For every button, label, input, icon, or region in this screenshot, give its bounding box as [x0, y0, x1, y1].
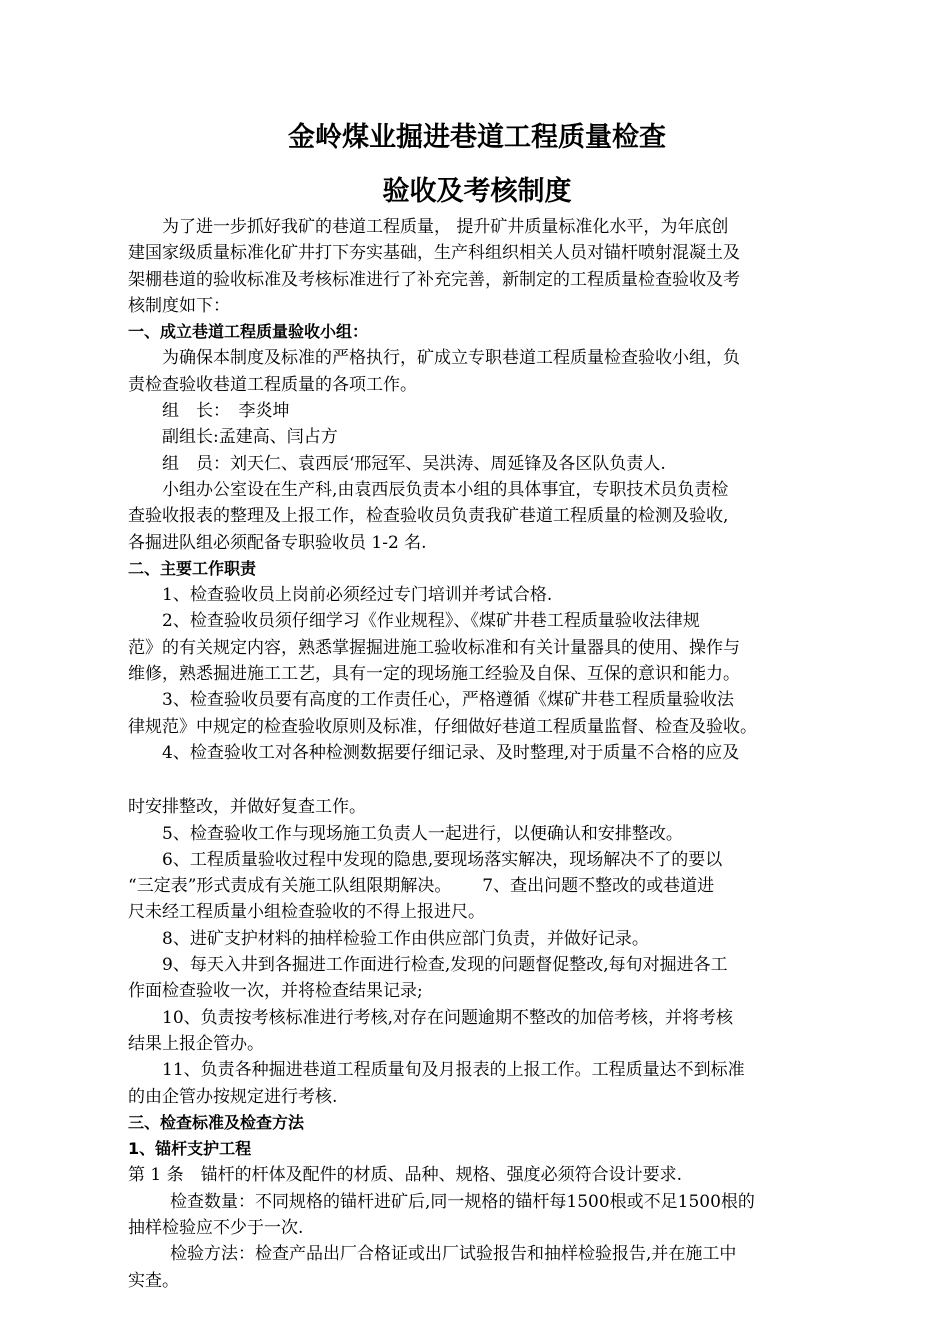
document-subtitle: 验收及考核制度: [382, 176, 572, 207]
duty-item-10-line: 结果上报企管办。: [128, 1033, 264, 1054]
blank-gap: [128, 766, 826, 794]
inspection-quantity: 检查数量：不同规格的锚杆进矿后,同一规格的锚杆每1500根或不足1500根的: [170, 1191, 755, 1212]
article-1: 第 1 条 锚杆的杆体及配件的材质、品种、规格、强度必须符合设计要求.: [128, 1165, 683, 1186]
duty-item-4: 4、检查验收工对各种检测数据要仔细记录、及时整理,对于质量不合格的应及: [162, 742, 740, 763]
office-line: 小组办公室设在生产科,由袁西辰负责本小组的具体事宜，专职技术员负责检: [162, 479, 729, 500]
duty-item-11-line: 的由企管办按规定进行考核.: [128, 1086, 338, 1107]
subsection-heading: 1、锚杆支护工程: [128, 1139, 252, 1159]
group-leader: 组 长： 李炎坤: [162, 401, 290, 422]
duty-item-2-line: 维修，熟悉掘进施工工艺，具有一定的现场施工经验及自保、互保的意识和能力。: [128, 664, 740, 685]
duty-item-1: 1、检查验收员上岗前必须经过专门培训并考试合格.: [162, 585, 553, 606]
duty-item-3: 3、检查验收员要有高度的工作责任心，严格遵循《煤矿井巷工程质量验收法: [162, 690, 734, 711]
duty-item-6: 6、工程质量验收过程中发现的隐患,要现场落实解决，现场解决不了的要以: [162, 849, 723, 870]
duty-item-9: 9、每天入井到各掘进工作面进行检查,发现的问题督促整改,每旬对掘进各工: [162, 955, 728, 976]
duty-item-6-line: 尺未经工程质量小组检查验收的不得上报进尺。: [128, 902, 485, 923]
duty-item-10: 10、负责按考核标准进行考核,对存在问题逾期不整改的加倍考核，并将考核: [162, 1007, 734, 1028]
duty-item-4-line: 时安排整改，并做好复查工作。: [128, 797, 366, 818]
intro-line: 建国家级质量标准化矿井打下夯实基础，生产科组织相关人员对锚杆喷射混凝土及: [128, 243, 740, 264]
duty-item-5: 5、检查验收工作与现场施工负责人一起进行，以便确认和安排整改。: [162, 823, 683, 844]
duty-item-2: 2、检查验收员须仔细学习《作业规程》、《煤矿井巷工程质量验收法律规: [162, 611, 700, 632]
intro-line: 为了进一步抓好我矿的巷道工程质量， 提升矿井质量标准化水平，为年底创: [162, 217, 729, 237]
intro-line: 架棚巷道的验收标准及考核标准进行了补充完善，新制定的工程质量检查验收及考: [128, 269, 740, 290]
duty-item-6-line: “三定表”形式责成有关施工队组限期解决。 7、查出问题不整改的或巷道进: [128, 876, 715, 897]
group-deputy: 副组长:孟建高、闫占方: [162, 427, 338, 448]
inspection-method-line: 实查。: [128, 1270, 179, 1291]
section1-para-line: 为确保本制度及标准的严格执行，矿成立专职巷道工程质量检查验收小组，负: [162, 348, 740, 369]
duty-item-9-line: 作面检查验收一次，并将检查结果记录;: [128, 981, 423, 1002]
section-heading-3: 三、检查标准及检查方法: [128, 1112, 305, 1132]
section-heading-1: 一、成立巷道工程质量验收小组：: [128, 322, 369, 342]
inspection-method: 检验方法：检查产品出厂合格证或出厂试验报告和抽样检验报告,并在施工中: [170, 1244, 737, 1265]
section1-para-line: 责检查验收巷道工程质量的各项工作。: [128, 374, 417, 395]
group-members: 组 员：刘天仁、袁西辰‘邢冠军、吴洪涛、周延锋及各区队负责人.: [162, 453, 666, 474]
inspection-quantity-line: 抽样检验应不少于一次.: [128, 1217, 304, 1238]
document-page: [128, 118, 826, 1294]
section-heading-2: 二、主要工作职责: [128, 558, 257, 578]
duty-item-8: 8、进矿支护材料的抽样检验工作由供应部门负责，并做好记录。: [162, 928, 649, 949]
office-line: 查验收报表的整理及上报工作，检查验收员负责我矿巷道工程质量的检测及验收,: [128, 506, 729, 527]
office-line: 各掘进队组必须配备专职验收员 1-2 名.: [128, 532, 427, 553]
duty-item-2-line: 范》的有关规定内容，熟悉掌握掘进施工验收标准和有关计量器具的使用、操作与: [128, 637, 740, 658]
intro-line: 核制度如下：: [128, 295, 230, 316]
document-title: 金岭煤业掘进巷道工程质量检查: [288, 122, 666, 153]
duty-item-11: 11、负责各种掘进巷道工程质量旬及月报表的上报工作。工程质量达不到标准: [162, 1060, 745, 1081]
duty-item-3-line: 律规范》中规定的检查验收原则及标准，仔细做好巷道工程质量监督、检查及验收。: [128, 716, 757, 737]
